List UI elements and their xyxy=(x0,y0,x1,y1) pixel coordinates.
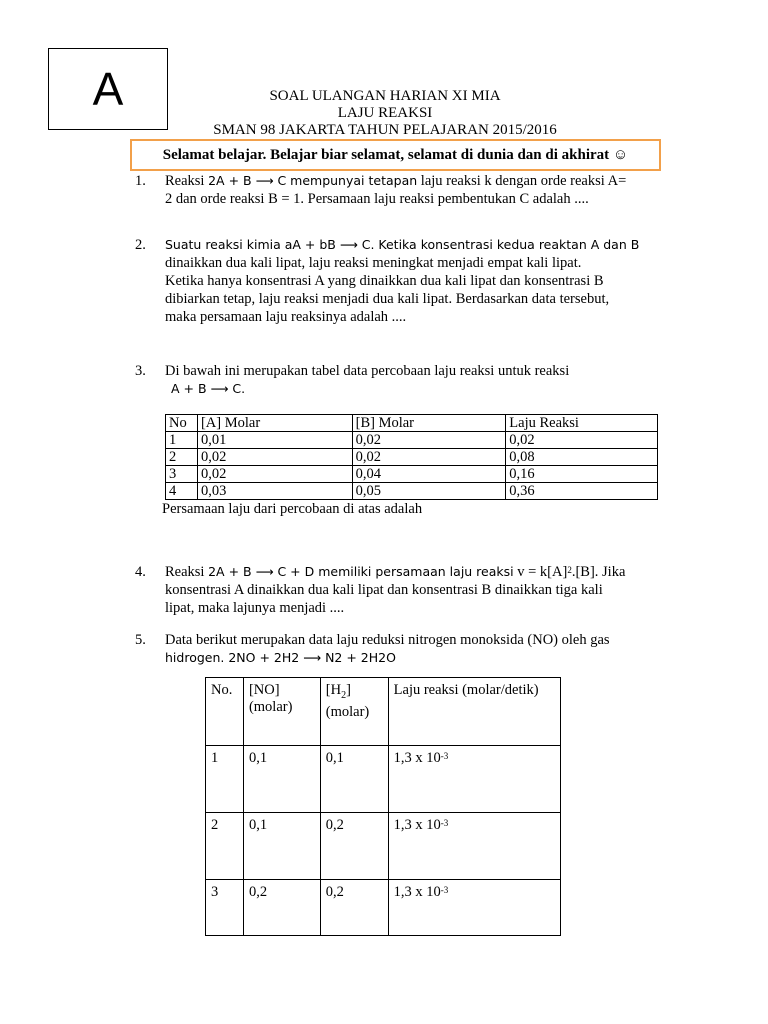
question-4 xyxy=(165,563,665,617)
header-title: SOAL ULANGAN HARIAN XI MIA xyxy=(269,88,501,104)
table-cell: 0,1 xyxy=(243,813,320,880)
table-cell: 3 xyxy=(206,880,244,936)
table-cell: 0,16 xyxy=(506,466,658,483)
rate-exponent: -3 xyxy=(440,818,449,828)
table-cell: 0,02 xyxy=(197,449,352,466)
q1-text-cont: laju reaksi k dengan orde reaksi A= xyxy=(417,173,627,189)
table-cell: 0,04 xyxy=(352,466,506,483)
table-cell: 0,1 xyxy=(243,746,320,813)
table-header-cell: [B] Molar xyxy=(352,415,506,432)
motto-box xyxy=(130,139,661,171)
header-school: SMAN 98 JAKARTA TAHUN PELAJARAN 2015/2016 xyxy=(213,122,557,138)
table-cell: 0,02 xyxy=(506,432,658,449)
table-row xyxy=(206,746,561,813)
q1-line-2: 2 dan orde reaksi B = 1. Persamaan laju reaksi pembentukan C adalah .... xyxy=(165,191,589,207)
table-row xyxy=(166,466,658,483)
q3-follow-up: Persamaan laju dari percobaan di atas adalah xyxy=(162,501,423,517)
question-4-number: 4. xyxy=(135,564,146,580)
q4-exponent: 2 xyxy=(567,565,572,575)
table-header-cell xyxy=(243,678,320,746)
table-cell: 0,03 xyxy=(197,483,352,500)
table-cell: 0,2 xyxy=(320,880,388,936)
table-cell xyxy=(388,880,560,936)
q4-line-2: konsentrasi A dinaikkan dua kali lipat dan konsentrasi B dinaikkan tiga kali xyxy=(165,582,603,598)
table-header-cell: Laju reaksi (molar/detik) xyxy=(388,678,560,746)
table-header-row xyxy=(206,678,561,746)
rate-value: 1,3 x 10 xyxy=(393,750,441,766)
q4-text: Reaksi xyxy=(165,564,209,580)
q3-line-1: Di bawah ini merupakan tabel data percobaan laju reaksi untuk reaksi xyxy=(165,363,570,379)
rate-data-table-2 xyxy=(205,677,561,936)
table-row xyxy=(166,449,658,466)
version-label-box xyxy=(48,48,168,130)
table-cell: 0,01 xyxy=(197,432,352,449)
table-cell: 0,2 xyxy=(243,880,320,936)
table-cell: 2 xyxy=(166,449,198,466)
version-label: A xyxy=(92,63,124,115)
question-2 xyxy=(165,236,665,326)
table-cell: 0,08 xyxy=(506,449,658,466)
q1-text: Reaksi xyxy=(165,173,209,189)
header-no-unit: (molar) xyxy=(248,699,293,715)
rate-value: 1,3 x 10 xyxy=(393,884,441,900)
rate-exponent: -3 xyxy=(440,751,449,761)
table-row xyxy=(206,880,561,936)
table-row xyxy=(166,432,658,449)
question-5 xyxy=(165,631,665,667)
q4-equation: 2A + B ⟶ C + D memiliki persamaan laju reaksi xyxy=(208,564,514,579)
q2-line-3: Ketika hanya konsentrasi A yang dinaikkan dua kali lipat dan konsentrasi B xyxy=(165,273,604,289)
table-cell: 1 xyxy=(206,746,244,813)
q2-line-1: Suatu reaksi kimia aA + bB ⟶ C. Ketika konsentrasi kedua reaktan A dan B xyxy=(165,237,640,252)
table-header-cell: No. xyxy=(206,678,244,746)
table-header-cell: Laju Reaksi xyxy=(506,415,658,432)
table-row xyxy=(166,483,658,500)
table-cell: 0,36 xyxy=(506,483,658,500)
q4-text-cont: .[B]. Jika xyxy=(571,564,626,580)
q5-equation: hidrogen. 2NO + 2H2 ⟶ N2 + 2H2O xyxy=(165,650,396,665)
table-cell: 2 xyxy=(206,813,244,880)
header-h2-subscript: 2 xyxy=(341,689,347,701)
table-cell xyxy=(388,813,560,880)
table-cell: 0,2 xyxy=(320,813,388,880)
rate-value: 1,3 x 10 xyxy=(393,817,441,833)
table-cell: 0,1 xyxy=(320,746,388,813)
q4-rate-law: v = k[A] xyxy=(513,564,568,580)
header-no-conc: [NO] xyxy=(248,682,280,698)
q4-line-3: lipat, maka lajunya menjadi .... xyxy=(165,600,345,616)
table-cell: 1 xyxy=(166,432,198,449)
table-header-row xyxy=(166,415,658,432)
table-cell: 3 xyxy=(166,466,198,483)
question-3 xyxy=(165,362,665,398)
header-h2: [H xyxy=(325,682,342,698)
q2-line-4: dibiarkan tetap, laju reaksi menjadi dua kali lipat. Berdasarkan data tersebut, xyxy=(165,291,610,307)
table-cell xyxy=(388,746,560,813)
table-header-cell: [A] Molar xyxy=(197,415,352,432)
motto-text: Selamat belajar. Belajar biar selamat, selamat di dunia dan di akhirat ☺ xyxy=(162,146,629,163)
header-h2-close: ] xyxy=(346,682,351,698)
table-cell: 4 xyxy=(166,483,198,500)
q2-line-2: dinaikkan dua kali lipat, laju reaksi meningkat menjadi empat kali lipat. xyxy=(165,255,582,271)
question-3-number: 3. xyxy=(135,363,146,379)
q1-equation: 2A + B ⟶ C mempunyai tetapan xyxy=(208,173,418,188)
rate-data-table-1 xyxy=(165,414,658,500)
table-row xyxy=(206,813,561,880)
question-1-number: 1. xyxy=(135,173,146,189)
q3-equation: A + B ⟶ C. xyxy=(171,381,246,396)
table-cell: 0,02 xyxy=(352,432,506,449)
question-5-number: 5. xyxy=(135,632,146,648)
table-cell: 0,02 xyxy=(352,449,506,466)
header-subject: LAJU REAKSI xyxy=(337,105,433,121)
table-cell: 0,05 xyxy=(352,483,506,500)
table-header-cell: No xyxy=(166,415,198,432)
header-h2-unit: (molar) xyxy=(325,703,370,720)
table-cell: 0,02 xyxy=(197,466,352,483)
question-1 xyxy=(165,172,665,208)
q2-line-5: maka persamaan laju reaksinya adalah .... xyxy=(165,309,407,325)
question-2-number: 2. xyxy=(135,237,146,253)
table-header-cell xyxy=(320,678,388,746)
q5-line-1: Data berikut merupakan data laju reduksi nitrogen monoksida (NO) oleh gas xyxy=(165,632,610,648)
rate-exponent: -3 xyxy=(440,885,449,895)
